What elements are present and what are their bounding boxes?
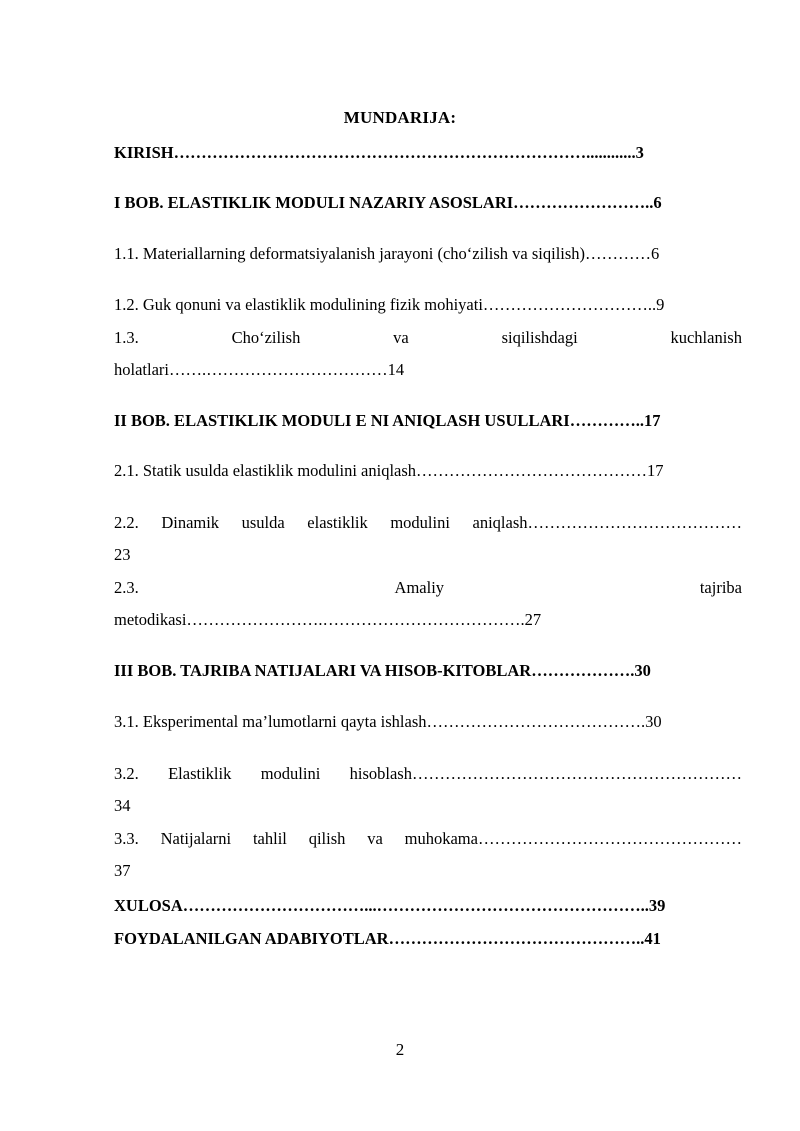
toc-entry-2-2-continuation: 23 bbox=[114, 545, 131, 564]
toc-entry-3-1: 3.1. Eksperimental ma’lumotlarni qayta ishlash………………………………….30 bbox=[114, 712, 662, 731]
toc-entry-kirish: KIRISH…………………………………………………………………............3 bbox=[114, 143, 644, 162]
toc-entry-1-3 bbox=[114, 328, 742, 348]
toc-entry-3-2-continuation: 34 bbox=[114, 796, 131, 815]
toc-word: 3.3. bbox=[114, 829, 139, 848]
toc-word: usulda bbox=[241, 513, 285, 532]
toc-word: siqilishdagi bbox=[501, 328, 578, 347]
toc-entry-2-3 bbox=[114, 578, 742, 598]
toc-entry-1-3-continuation: holatlari…….……………………………14 bbox=[114, 360, 405, 379]
toc-word: hisoblash…………………………………………………… bbox=[349, 764, 742, 783]
toc-entry-chapter-3: III BOB. TAJRIBA NATIJALARI VA HISOB-KITOBLAR……………….30 bbox=[114, 661, 651, 680]
toc-word: 2.3. bbox=[114, 578, 139, 597]
toc-entry-references: FOYDALANILGAN ADABIYOTLAR………………………………………..41 bbox=[114, 929, 661, 948]
toc-word: 1.3. bbox=[114, 328, 139, 347]
toc-word: Natijalarni bbox=[160, 829, 232, 848]
toc-word: Dinamik bbox=[161, 513, 220, 532]
toc-word: va bbox=[367, 829, 383, 848]
toc-word: 3.2. bbox=[114, 764, 139, 783]
toc-word: va bbox=[393, 328, 409, 347]
toc-word: tajriba bbox=[699, 578, 742, 597]
toc-entry-1-1: 1.1. Materiallarning deformatsiyalanish jarayoni (cho‘zilish va siqilish)…………6 bbox=[114, 244, 660, 263]
toc-entry-chapter-2: II BOB. ELASTIKLIK MODULI E NI ANIQLASH USULLARI…………..17 bbox=[114, 411, 661, 430]
toc-word: muhokama………………………………………… bbox=[404, 829, 742, 848]
toc-title: MUNDARIJA: bbox=[343, 108, 457, 127]
toc-word: Elastiklik bbox=[168, 764, 232, 783]
toc-word: aniqlash………………………………… bbox=[472, 513, 742, 532]
toc-entry-chapter-1: I BOB. ELASTIKLIK MODULI NAZARIY ASOSLARI……………………..6 bbox=[114, 193, 662, 212]
toc-word: modulini bbox=[260, 764, 321, 783]
toc-word: Amaliy bbox=[394, 578, 445, 597]
toc-word: tahlil bbox=[252, 829, 287, 848]
toc-word: 2.2. bbox=[114, 513, 139, 532]
toc-word: elastiklik bbox=[307, 513, 368, 532]
toc-word: Cho‘zilish bbox=[231, 328, 301, 347]
toc-entry-1-2: 1.2. Guk qonuni va elastiklik modulining fizik mohiyati…………………………..9 bbox=[114, 295, 665, 314]
toc-entry-2-2 bbox=[114, 513, 742, 533]
toc-entry-3-3 bbox=[114, 829, 742, 849]
toc-word: kuchlanish bbox=[670, 328, 742, 347]
toc-entry-2-3-continuation: metodikasi…………………….……………………………….27 bbox=[114, 610, 542, 629]
toc-entry-xulosa: XULOSA……………………………...…………………………………………..39 bbox=[114, 896, 666, 915]
toc-entry-2-1: 2.1. Statik usulda elastiklik modulini aniqlash……………………………………17 bbox=[114, 461, 664, 480]
toc-entry-3-2 bbox=[114, 764, 742, 784]
toc-entry-3-3-continuation: 37 bbox=[114, 861, 131, 880]
toc-word: modulini bbox=[390, 513, 450, 532]
page-number: 2 bbox=[395, 1040, 405, 1059]
toc-word: qilish bbox=[308, 829, 346, 848]
